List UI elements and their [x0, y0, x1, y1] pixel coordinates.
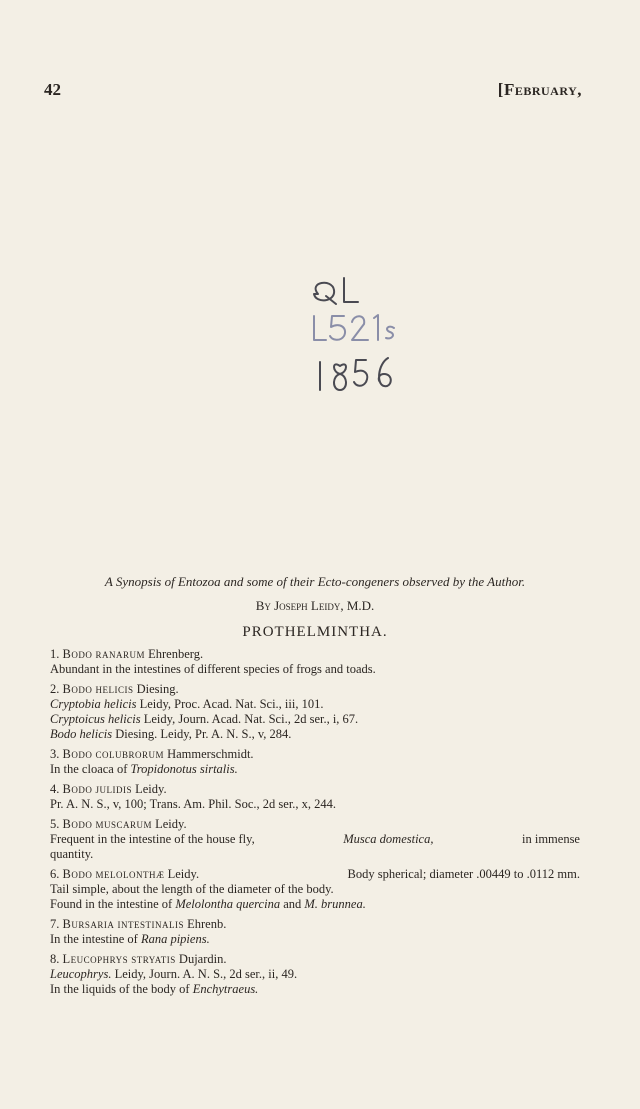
- species-name: julidis: [95, 782, 132, 796]
- synonym-reference: Leidy, Proc. Acad. Nat. Sci., iii, 101.: [139, 697, 324, 711]
- habitat-text: In the liquids of the body of: [50, 982, 190, 996]
- entry-text-continued: quantity.: [50, 847, 94, 861]
- conjunction: and: [283, 897, 302, 911]
- host-name: M. brunnea.: [304, 897, 366, 911]
- synonym-line: [50, 727, 580, 742]
- species-name: muscarum: [95, 817, 152, 831]
- running-head: [February,: [497, 80, 582, 99]
- entry-text-part: Frequent in the intestine of the house fly,: [50, 832, 255, 846]
- authority: Leidy.: [167, 867, 200, 881]
- authority: Leidy.: [155, 817, 187, 831]
- habitat-line: [50, 762, 580, 777]
- entry-number: 6.: [50, 867, 60, 881]
- description-text: Body spherical; diameter .00449 to .0112 mm.: [347, 867, 580, 881]
- habitat-text: In the intestine of: [50, 932, 138, 946]
- entry-heading: [50, 867, 580, 882]
- host-name: Melolontha quercina: [175, 897, 281, 911]
- habitat-line: [50, 932, 580, 947]
- entry-number: 1.: [50, 647, 60, 661]
- article: [50, 574, 580, 997]
- genus-name: Bursaria: [62, 917, 115, 931]
- entry-number: 2.: [50, 682, 60, 696]
- entry-heading: [50, 917, 580, 932]
- article-title: A Synopsis of Entozoa and some of their Ecto-congeners observed by the Author.: [104, 574, 526, 589]
- synonym-line: [50, 967, 580, 982]
- synonym-reference: Leidy, Journ. Acad. Nat. Sci., 2d ser., i, 67.: [143, 712, 359, 726]
- genus-name: Bodo: [62, 747, 93, 761]
- page-header: [44, 80, 582, 100]
- entry-heading: [50, 817, 580, 832]
- authority: Dujardin.: [178, 952, 227, 966]
- entry-heading: [50, 782, 580, 797]
- entry-2: [50, 682, 580, 742]
- host-name: Tropidonotus sirtalis.: [130, 762, 238, 776]
- entry-text: [50, 832, 580, 847]
- entry-text: Abundant in the intestines of different species of frogs and toads.: [50, 662, 376, 676]
- synonym-line: [50, 712, 580, 727]
- habitat-text: In the cloaca of: [50, 762, 128, 776]
- host-name: Rana pipiens.: [140, 932, 210, 946]
- species-name: melolonthæ: [95, 867, 165, 881]
- entry-heading: [50, 747, 580, 762]
- article-byline: By Joseph Leidy, M.D.: [255, 598, 375, 613]
- entry-8: [50, 952, 580, 997]
- entry-3: [50, 747, 580, 777]
- synonym-name: Cryptoicus helicis: [50, 712, 141, 726]
- entry-5: [50, 817, 580, 862]
- species-name: ranarum: [95, 647, 145, 661]
- synonym-reference: Diesing. Leidy, Pr. A. N. S., v, 284.: [115, 727, 292, 741]
- species-name: colubrorum: [95, 747, 164, 761]
- authority: Ehrenberg.: [148, 647, 204, 661]
- genus-name: Bodo: [62, 867, 93, 881]
- entry-number: 5.: [50, 817, 60, 831]
- entry-heading: [50, 647, 580, 662]
- entry-4: [50, 782, 580, 812]
- genus-name: Leucophrys: [62, 952, 129, 966]
- habitat-line: [50, 982, 580, 997]
- synonym-name: Bodo helicis: [50, 727, 113, 741]
- habitat-text: Found in the intestine of: [50, 897, 173, 911]
- habitat-line: [50, 897, 580, 912]
- synonym-name: Cryptobia helicis: [50, 697, 137, 711]
- host-name: Musca domestica,: [343, 832, 434, 846]
- entry-number: 4.: [50, 782, 60, 796]
- species-name: intestinalis: [117, 917, 184, 931]
- entry-7: [50, 917, 580, 947]
- entry-6: [50, 867, 580, 912]
- genus-name: Bodo: [62, 682, 93, 696]
- page-number: 42: [44, 80, 61, 99]
- entry-number: 3.: [50, 747, 60, 761]
- authority: Hammerschmidt.: [167, 747, 254, 761]
- authority: Ehrenb.: [187, 917, 227, 931]
- synonym-name: Leucophrys.: [50, 967, 112, 981]
- entry-heading: [50, 952, 580, 967]
- entry-number: 7.: [50, 917, 60, 931]
- description-text: Tail simple, about the length of the diameter of the body.: [50, 882, 334, 896]
- authority: Leidy.: [135, 782, 167, 796]
- entry-1: [50, 647, 580, 677]
- authority: Diesing.: [136, 682, 179, 696]
- handwritten-call-number: [300, 272, 420, 402]
- synonym-reference: Leidy, Journ. A. N. S., 2d ser., ii, 49.: [114, 967, 298, 981]
- species-name: stryatis: [131, 952, 176, 966]
- host-name: Enchytraeus.: [192, 982, 259, 996]
- entry-number: 8.: [50, 952, 60, 966]
- species-name: helicis: [95, 682, 134, 696]
- section-heading: PROTHELMINTHA.: [242, 624, 388, 640]
- call-number-handwriting: [300, 272, 420, 402]
- genus-name: Bodo: [62, 647, 93, 661]
- genus-name: Bodo: [62, 782, 93, 796]
- entry-text-part: in immense: [522, 832, 580, 846]
- entry-heading: [50, 682, 580, 697]
- genus-name: Bodo: [62, 817, 93, 831]
- synonym-line: [50, 697, 580, 712]
- reference-line: Pr. A. N. S., v, 100; Trans. Am. Phil. Soc., 2d ser., x, 244.: [50, 797, 337, 811]
